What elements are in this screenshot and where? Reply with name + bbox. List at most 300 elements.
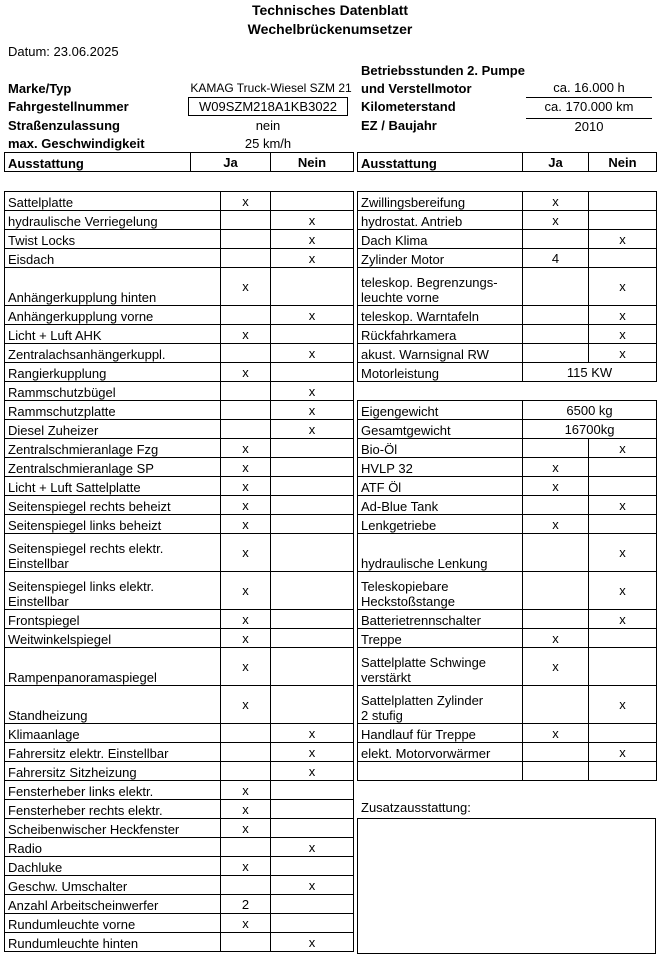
equipment-label-line: 2 stufig: [361, 708, 403, 723]
yes-cell: [523, 610, 589, 629]
equipment-label-line: Rückfahrkamera: [361, 328, 457, 343]
no-cell: x: [271, 249, 354, 268]
yes-cell: [221, 249, 271, 268]
table-row: [358, 534, 657, 572]
column-header-equipment: Ausstattung: [5, 153, 191, 172]
no-cell: [589, 762, 657, 781]
no-cell: x: [271, 211, 354, 230]
table-row: [5, 249, 354, 268]
no-cell: x: [271, 401, 354, 420]
equipment-label: [358, 211, 523, 230]
table-row: [358, 743, 657, 762]
yes-cell: x: [221, 572, 271, 610]
column-header-no: Nein: [589, 153, 657, 172]
yes-cell: 2: [221, 895, 271, 914]
equipment-label-line: Anzahl Arbeitscheinwerfer: [8, 898, 159, 913]
equipment-label: [358, 306, 523, 325]
yes-cell: [221, 306, 271, 325]
table-row: [358, 477, 657, 496]
no-cell: x: [271, 306, 354, 325]
road-approval-value: nein: [255, 118, 281, 133]
no-cell: [271, 610, 354, 629]
equipment-label: [358, 724, 523, 743]
equipment-label-line: teleskop. Warntafeln: [361, 309, 480, 324]
no-cell: x: [271, 933, 354, 952]
equipment-label: [5, 211, 221, 230]
equipment-label: [5, 629, 221, 648]
equipment-label: [5, 534, 221, 572]
table-row: [358, 401, 657, 420]
yes-cell: [221, 230, 271, 249]
equipment-label: [5, 401, 221, 420]
equipment-label: [358, 230, 523, 249]
yes-cell: x: [221, 857, 271, 876]
yes-cell: x: [221, 534, 271, 572]
equipment-value: 115 KW: [523, 363, 657, 382]
table-row: [5, 325, 354, 344]
equipment-label: [5, 648, 221, 686]
no-cell: x: [589, 743, 657, 762]
yes-cell: x: [221, 192, 271, 211]
no-cell: [271, 895, 354, 914]
no-cell: [271, 363, 354, 382]
equipment-label-line: Teleskopiebare: [361, 579, 449, 594]
equipment-label-line: Rammschutzplatte: [8, 404, 116, 419]
table-row: [358, 344, 657, 363]
yes-cell: [221, 382, 271, 401]
table-row: [5, 724, 354, 743]
no-cell: [271, 534, 354, 572]
yes-cell: x: [221, 648, 271, 686]
table-row: [5, 743, 354, 762]
no-cell: x: [271, 743, 354, 762]
equipment-label: [5, 268, 221, 306]
column-header-no: Nein: [271, 153, 354, 172]
equipment-label-line: Rammschutzbügel: [8, 385, 116, 400]
table-row: [5, 857, 354, 876]
column-header-equipment: Ausstattung: [358, 153, 523, 172]
equipment-label-line: Seitenspiegel rechts beheizt: [8, 499, 171, 514]
equipment-label: [5, 306, 221, 325]
max-speed-value: 25 km/h: [244, 136, 292, 151]
table-row: [358, 192, 657, 211]
equipment-label-line: Eigengewicht: [361, 404, 439, 419]
table-row: [358, 325, 657, 344]
no-cell: x: [589, 534, 657, 572]
equipment-label-line: Batterietrennschalter: [361, 613, 481, 628]
no-cell: [271, 686, 354, 724]
operating-hours-value: ca. 16.000 h: [526, 80, 652, 98]
table-row: [358, 249, 657, 268]
table-row: [5, 382, 354, 401]
table-row: [358, 230, 657, 249]
no-cell: [271, 819, 354, 838]
no-cell: x: [271, 420, 354, 439]
equipment-label: [5, 800, 221, 819]
equipment-value: 16700kg: [523, 420, 657, 439]
no-cell: x: [271, 382, 354, 401]
table-row: [5, 800, 354, 819]
table-row: [5, 515, 354, 534]
equipment-label-line: Seitenspiegel rechts elektr.: [8, 541, 164, 556]
yes-cell: [523, 439, 589, 458]
equipment-label-line: Fahrersitz Sitzheizung: [8, 765, 137, 780]
equipment-label: [358, 363, 523, 382]
yes-cell: [221, 724, 271, 743]
table-row: [5, 895, 354, 914]
yes-cell: [221, 344, 271, 363]
equipment-label: [5, 762, 221, 781]
equipment-label-line: [8, 655, 217, 670]
equipment-label-line: Standheizung: [8, 708, 88, 723]
equipment-label: [5, 610, 221, 629]
table-row: [5, 819, 354, 838]
registration-year-label: EZ / Baujahr: [361, 118, 437, 133]
yes-cell: [523, 743, 589, 762]
equipment-label: [5, 382, 221, 401]
no-cell: [589, 724, 657, 743]
equipment-label: [5, 724, 221, 743]
yes-cell: x: [523, 192, 589, 211]
equipment-label-line: elekt. Motorvorwärmer: [361, 746, 491, 761]
no-cell: [271, 857, 354, 876]
yes-cell: x: [221, 363, 271, 382]
table-row: [358, 572, 657, 610]
yes-cell: [221, 401, 271, 420]
equipment-label: [5, 914, 221, 933]
equipment-label: [5, 838, 221, 857]
no-cell: x: [589, 610, 657, 629]
equipment-label: [358, 477, 523, 496]
equipment-label: [358, 572, 523, 610]
column-header-yes: Ja: [191, 153, 271, 172]
table-row: [358, 648, 657, 686]
equipment-label-line: hydrostat. Antrieb: [361, 214, 463, 229]
yes-cell: x: [523, 211, 589, 230]
brand-type-value: KAMAG Truck-Wiesel SZM 21: [190, 81, 352, 95]
yes-cell: x: [221, 781, 271, 800]
yes-cell: [523, 306, 589, 325]
table-row: [5, 933, 354, 952]
no-cell: x: [589, 325, 657, 344]
equipment-label-line: Dach Klima: [361, 233, 428, 248]
no-cell: [271, 629, 354, 648]
no-cell: x: [271, 876, 354, 895]
equipment-label-line: Dachluke: [8, 860, 63, 875]
equipment-label: [358, 762, 523, 781]
table-row: [5, 914, 354, 933]
no-cell: x: [589, 496, 657, 515]
table-row: [358, 363, 657, 382]
equipment-label: [358, 401, 523, 420]
table-row: [5, 344, 354, 363]
table-row: [5, 306, 354, 325]
yes-cell: x: [523, 477, 589, 496]
equipment-label-line: Geschw. Umschalter: [8, 879, 128, 894]
yes-cell: [523, 762, 589, 781]
yes-cell: [221, 876, 271, 895]
equipment-label: [358, 648, 523, 686]
no-cell: x: [589, 268, 657, 306]
additional-equipment-box: [357, 818, 656, 954]
yes-cell: [523, 496, 589, 515]
equipment-label: [5, 857, 221, 876]
equipment-label-line: Fensterheber links elektr.: [8, 784, 154, 799]
table-row: [358, 306, 657, 325]
max-speed-label: max. Geschwindigkeit: [8, 136, 145, 151]
no-cell: x: [589, 686, 657, 724]
equipment-label: [358, 268, 523, 306]
equipment-label-line: Zentralschmieranlage Fzg: [8, 442, 159, 457]
table-row: [5, 458, 354, 477]
yes-cell: x: [523, 458, 589, 477]
equipment-label-line: Scheibenwischer Heckfenster: [8, 822, 180, 837]
equipment-label: [5, 420, 221, 439]
table-row: [5, 838, 354, 857]
table-row: [5, 534, 354, 572]
no-cell: [589, 629, 657, 648]
no-cell: [271, 477, 354, 496]
table-row: [358, 610, 657, 629]
equipment-label-line: ATF Öl: [361, 480, 402, 495]
equipment-table-right-top: [357, 191, 657, 382]
equipment-label-line: Twist Locks: [8, 233, 76, 248]
equipment-label: [5, 515, 221, 534]
yes-cell: x: [221, 610, 271, 629]
table-row: [358, 686, 657, 724]
table-row: [5, 610, 354, 629]
yes-cell: [221, 420, 271, 439]
equipment-label-line: Einstellbar: [8, 556, 69, 571]
equipment-label-line: Ad-Blue Tank: [361, 499, 439, 514]
equipment-label: [5, 477, 221, 496]
yes-cell: [523, 230, 589, 249]
equipment-label: [5, 496, 221, 515]
road-approval-label: Straßenzulassung: [8, 118, 120, 133]
equipment-label-line: Eisdach: [8, 252, 55, 267]
equipment-label-line: Licht + Luft Sattelplatte: [8, 480, 141, 495]
table-row: [358, 439, 657, 458]
equipment-label: [5, 458, 221, 477]
no-cell: x: [589, 230, 657, 249]
equipment-label: [5, 876, 221, 895]
table-row: [358, 496, 657, 515]
equipment-label: [358, 439, 523, 458]
table-row: [5, 648, 354, 686]
equipment-label: [5, 781, 221, 800]
equipment-label: [358, 458, 523, 477]
table-row: [5, 439, 354, 458]
equipment-label-line: Weitwinkelspiegel: [8, 632, 112, 647]
equipment-label-line: Radio: [8, 841, 42, 856]
equipment-label: [358, 496, 523, 515]
equipment-table-left: [4, 191, 354, 952]
table-row: [5, 477, 354, 496]
table-row: [5, 401, 354, 420]
yes-cell: x: [523, 648, 589, 686]
no-cell: [271, 268, 354, 306]
equipment-label-line: Rampenpanoramaspiegel: [8, 670, 157, 685]
equipment-label-line: Rundumleuchte vorne: [8, 917, 136, 932]
equipment-label: [358, 249, 523, 268]
equipment-label-line: Einstellbar: [8, 594, 69, 609]
table-row: [5, 420, 354, 439]
yes-cell: [523, 686, 589, 724]
equipment-label-line: Fahrersitz elektr. Einstellbar: [8, 746, 169, 761]
yes-cell: [523, 344, 589, 363]
table-row: [5, 211, 354, 230]
yes-cell: [523, 534, 589, 572]
no-cell: [271, 496, 354, 515]
equipment-label-line: Zentralschmieranlage SP: [8, 461, 154, 476]
table-row: [5, 781, 354, 800]
equipment-label: [358, 420, 523, 439]
table-row: [5, 268, 354, 306]
no-cell: x: [271, 230, 354, 249]
equipment-label-line: Rangierkupplung: [8, 366, 107, 381]
equipment-label-line: HVLP 32: [361, 461, 413, 476]
equipment-label-line: Motorleistung: [361, 366, 440, 381]
equipment-label-line: Heckstoßstange: [361, 594, 455, 609]
equipment-label-line: [8, 275, 217, 290]
table-row: [5, 230, 354, 249]
equipment-label: [358, 743, 523, 762]
no-cell: [589, 458, 657, 477]
equipment-label-line: Rundumleuchte hinten: [8, 936, 139, 951]
column-header-yes: Ja: [523, 153, 589, 172]
equipment-label: [5, 439, 221, 458]
equipment-label-line: hydraulische Lenkung: [361, 556, 488, 571]
document-title: Technisches Datenblatt: [251, 2, 409, 18]
no-cell: x: [271, 838, 354, 857]
equipment-label-line: Fensterheber rechts elektr.: [8, 803, 163, 818]
no-cell: [271, 648, 354, 686]
yes-cell: x: [221, 439, 271, 458]
equipment-label-line: Treppe: [361, 632, 402, 647]
equipment-label: [358, 686, 523, 724]
yes-cell: x: [523, 629, 589, 648]
right-header-table: [357, 152, 657, 172]
yes-cell: [221, 933, 271, 952]
yes-cell: [523, 572, 589, 610]
yes-cell: x: [221, 268, 271, 306]
equipment-label-line: Klimaanlage: [8, 727, 80, 742]
table-row: [358, 724, 657, 743]
equipment-label-line: Sattelplatte: [8, 195, 74, 210]
no-cell: [271, 914, 354, 933]
equipment-label-line: Frontspiegel: [8, 613, 80, 628]
equipment-label-line: Seitenspiegel links elektr.: [8, 579, 154, 594]
equipment-label-line: [361, 541, 519, 556]
yes-cell: x: [221, 914, 271, 933]
no-cell: x: [589, 572, 657, 610]
equipment-label-line: Seitenspiegel links beheizt: [8, 518, 162, 533]
yes-cell: [523, 325, 589, 344]
no-cell: [589, 211, 657, 230]
table-row: [358, 458, 657, 477]
equipment-label-line: Sattelplatte Schwinge: [361, 655, 487, 670]
equipment-label: [5, 192, 221, 211]
chassis-number-value: W09SZM218A1KB3022: [188, 97, 348, 116]
yes-cell: x: [221, 819, 271, 838]
equipment-label-line: Lenkgetriebe: [361, 518, 437, 533]
table-row: [5, 876, 354, 895]
yes-cell: x: [523, 724, 589, 743]
yes-cell: [221, 838, 271, 857]
table-row: [358, 629, 657, 648]
no-cell: [589, 648, 657, 686]
no-cell: x: [589, 439, 657, 458]
yes-cell: x: [221, 477, 271, 496]
document-date: Datum: 23.06.2025: [8, 44, 119, 59]
equipment-label-line: Licht + Luft AHK: [8, 328, 102, 343]
table-row: [5, 762, 354, 781]
no-cell: x: [271, 724, 354, 743]
yes-cell: [523, 268, 589, 306]
equipment-label: [5, 743, 221, 762]
no-cell: [589, 249, 657, 268]
no-cell: [271, 458, 354, 477]
equipment-label: [5, 344, 221, 363]
equipment-table-right-bottom: [357, 400, 657, 781]
equipment-label: [5, 895, 221, 914]
equipment-label-line: Diesel Zuheizer: [8, 423, 99, 438]
equipment-label-line: Anhängerkupplung vorne: [8, 309, 154, 324]
equipment-value: 6500 kg: [523, 401, 657, 420]
no-cell: [589, 477, 657, 496]
yes-cell: [221, 762, 271, 781]
yes-cell: x: [221, 800, 271, 819]
no-cell: [271, 781, 354, 800]
equipment-label-line: Gesamtgewicht: [361, 423, 451, 438]
yes-cell: x: [221, 686, 271, 724]
yes-cell: x: [221, 629, 271, 648]
table-row: [5, 572, 354, 610]
equipment-label-line: Handlauf für Treppe: [361, 727, 476, 742]
equipment-label-line: Sattelplatten Zylinder: [361, 693, 484, 708]
mileage-value: ca. 170.000 km: [544, 99, 634, 114]
mileage-label: Kilometerstand: [361, 99, 456, 114]
table-row: [358, 420, 657, 439]
equipment-label-line: Zwillingsbereifung: [361, 195, 466, 210]
table-row: [5, 629, 354, 648]
equipment-label: [358, 534, 523, 572]
equipment-label: [5, 819, 221, 838]
equipment-label: [358, 610, 523, 629]
yes-cell: [221, 211, 271, 230]
no-cell: [271, 439, 354, 458]
additional-equipment-label: Zusatzausstattung:: [361, 800, 471, 815]
table-row: [358, 762, 657, 781]
equipment-label: [5, 686, 221, 724]
no-cell: [271, 572, 354, 610]
no-cell: x: [589, 306, 657, 325]
equipment-label: [5, 933, 221, 952]
no-cell: [271, 515, 354, 534]
equipment-label: [5, 325, 221, 344]
equipment-label-line: Zentralachsanhängerkuppl.: [8, 347, 166, 362]
equipment-label-line: Anhängerkupplung hinten: [8, 290, 157, 305]
table-row: [5, 496, 354, 515]
yes-cell: x: [221, 496, 271, 515]
equipment-label: [5, 363, 221, 382]
yes-cell: x: [221, 515, 271, 534]
table-row: [358, 515, 657, 534]
equipment-label-line: leuchte vorne: [361, 290, 440, 305]
no-cell: [271, 800, 354, 819]
no-cell: x: [589, 344, 657, 363]
no-cell: [589, 192, 657, 211]
